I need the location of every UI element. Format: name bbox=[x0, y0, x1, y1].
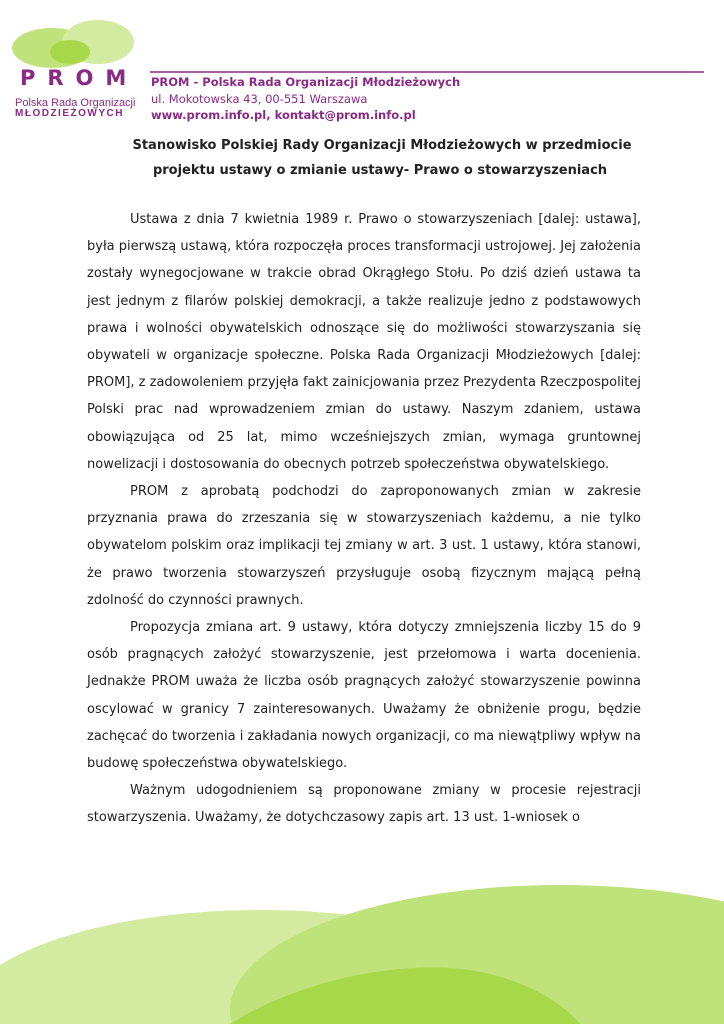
logo-subtitle-line-1: Polska Rada Organizacji bbox=[15, 97, 136, 109]
logo-bubble-overlap bbox=[50, 40, 90, 64]
document-title-line-2: projektu ustawy o zmianie ustawy- Prawo o stowarzyszeniach bbox=[152, 163, 608, 178]
logo-word: PROM bbox=[20, 66, 139, 90]
org-name: PROM - Polska Rada Organizacji Młodzieżowych bbox=[151, 75, 461, 89]
footer-decoration bbox=[0, 860, 724, 1024]
logo-subtitle-line-2: MŁODZIEŻOWYCH bbox=[15, 108, 124, 119]
paragraph-3: Propozycja zmiana art. 9 ustawy, która dotyczy zmniejszenia liczby 15 do 9 osób pragnących założyć stowarzyszenie, jest przełomowa i warta docenienia. Jednakże PROM uważa że liczba osób pragnących założyć stowarzyszenie powinna oscylować w granicy 7 zainteresowanych. Uważamy że obniżenie progu, będzie zachęcać do tworzenia i zakładania nowych organizacji, co ma niewątpliwy wpływ na budowę społeczeństwa obywatelskiego. bbox=[87, 620, 641, 772]
org-address: ul. Mokotowska 43, 00-551 Warszawa bbox=[151, 92, 368, 106]
document-title-line-1: Stanowisko Polskiej Rady Organizacji Młodzieżowych w przedmiocie bbox=[132, 138, 632, 153]
paragraph-4: Ważnym udogodnieniem są proponowane zmiany w procesie rejestracji stowarzyszenia. Uważamy, że dotychczasowy zapis art. 13 ust. 1-wniosek o bbox=[87, 783, 641, 826]
header-divider bbox=[150, 71, 704, 73]
org-web-contact[interactable]: www.prom.info.pl, kontakt@prom.info.pl bbox=[151, 108, 416, 122]
document-body bbox=[87, 206, 641, 832]
paragraph-2: PROM z aprobatą podchodzi do zaproponowanych zmian w zakresie przyznania prawa do zrzeszania się w stowarzyszeniach każdemu, a nie tylko obywatelom polskim oraz implikacji tej zmiany w art. 3 ust. 1 ustawy, która stanowi, że prawo tworzenia stowarzyszeń przysługuje osobą fizycznym mającą pełną zdolność do czynności prawnych. bbox=[87, 484, 641, 608]
paragraph-1: Ustawa z dnia 7 kwietnia 1989 r. Prawo o stowarzyszeniach [dalej: ustawa], była pierwszą ustawą, która rozpoczęła proces transformacji ustrojowej. Jej założenia zostały wynegocjowane w trakcie obrad Okrągłego Stołu. Po dziś dzień ustawa ta jest jednym z filarów polskiej demokracji, a także realizuje jedno z podstawowych prawa i wolności obywatelskich odnoszące się do możliwości stowarzyszania się obywateli w organizacje społeczne. Polska Rada Organizacji Młodzieżowych [dalej: PROM], z zadowoleniem przyjęła fakt zainicjowania przez Prezydenta Rzeczpospolitej Polski prac nad wprowadzeniem zmian do ustawy. Naszym zdaniem, ustawa obowiązująca od 25 lat, mimo wcześniejszych zmian, wymaga gruntownej nowelizacji i dostosowania do obecnych potrzeb społeczeństwa obywatelskiego. bbox=[87, 212, 641, 472]
